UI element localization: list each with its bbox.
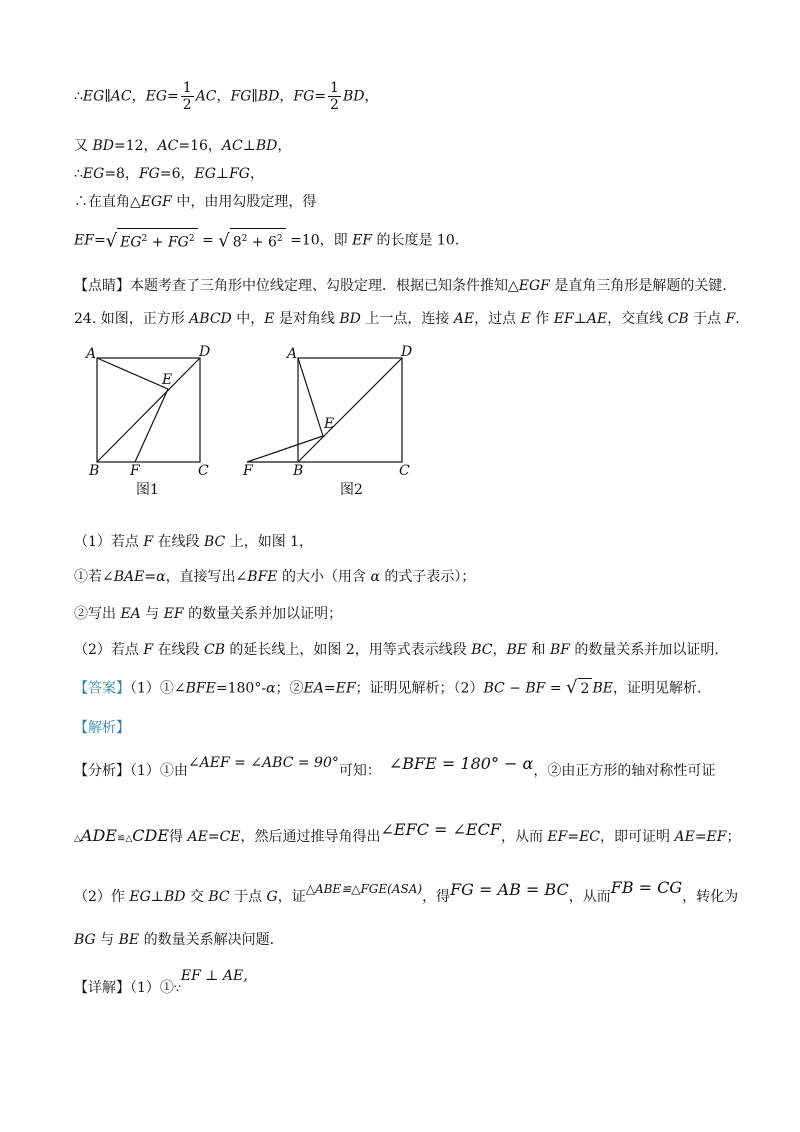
- text: E: [520, 311, 531, 327]
- text: =: [323, 680, 336, 697]
- text: BD: [255, 138, 278, 154]
- text: BC: [471, 642, 493, 658]
- label-e: E: [162, 372, 173, 388]
- text: EG: [120, 234, 142, 251]
- text: ∴在直角△: [74, 194, 141, 210]
- text: FG: [229, 166, 250, 182]
- question-2: [74, 640, 719, 660]
- denominator: 2: [182, 97, 192, 113]
- exponent: 2: [241, 234, 248, 244]
- text: BD: [257, 88, 280, 105]
- text: α: [156, 569, 166, 585]
- text: =: [197, 232, 219, 249]
- text: =: [314, 88, 327, 105]
- text: ，: [250, 166, 264, 182]
- text: EC: [579, 829, 601, 845]
- text: （2）作: [74, 889, 130, 905]
- answer-label: 【答案】: [74, 680, 130, 697]
- text: ADE: [80, 826, 117, 845]
- label-d-2: D: [401, 344, 413, 360]
- text: α: [370, 569, 380, 585]
- math-expression: ∠EFC = ∠ECF: [380, 820, 501, 839]
- text: ，: [216, 88, 231, 105]
- text: EF: [553, 311, 574, 327]
- text: 中，: [231, 311, 265, 327]
- math-expression: ∠BFE = 180° − α: [388, 754, 534, 773]
- text: AE: [674, 829, 695, 845]
- label-d: D: [199, 344, 211, 360]
- text: ⊥: [215, 166, 230, 182]
- text: ∴: [74, 166, 83, 182]
- text: =: [93, 232, 106, 249]
- text: AC: [110, 88, 132, 105]
- text: BF: [549, 642, 570, 658]
- text: EGF: [518, 278, 550, 294]
- text: =: [207, 829, 220, 845]
- label-a: A: [86, 346, 97, 362]
- math-expression: EF ⊥ AE,: [180, 968, 248, 984]
- text: 8: [232, 234, 242, 251]
- text: AE: [453, 311, 475, 327]
- math-expression: FG = AB = BC: [450, 880, 569, 899]
- answer-line: [74, 678, 701, 699]
- text: 作: [530, 311, 554, 327]
- text: 的数量关系并加以证明；: [183, 606, 343, 622]
- text: =16，: [178, 138, 222, 154]
- question-1-a: [74, 567, 475, 587]
- text: 交: [185, 889, 209, 905]
- text: 的大小（用含: [277, 569, 371, 585]
- text: BFE: [247, 569, 278, 585]
- analysis-label: 【分析】: [74, 763, 130, 779]
- text: BG: [74, 932, 96, 948]
- text: G: [266, 889, 278, 905]
- text: ，直接写出∠: [165, 569, 248, 585]
- exponent: 2: [188, 234, 195, 244]
- text: 是对角线: [274, 311, 340, 327]
- text: ⊥: [242, 138, 256, 154]
- text: 的延长线上，如图 2，用等式表示线段: [224, 642, 472, 658]
- text: ，然后通过推导角得出: [240, 829, 381, 845]
- radical-sign: √: [218, 230, 230, 252]
- text: BD: [342, 88, 365, 105]
- text: =: [567, 829, 580, 845]
- text: EG: [82, 88, 105, 105]
- label-f-2: F: [243, 463, 253, 479]
- text: ，过点: [474, 311, 521, 327]
- text: FG: [138, 166, 160, 182]
- text: EF: [163, 606, 184, 622]
- label-e-2: E: [324, 416, 335, 432]
- therefore: ∴: [74, 88, 83, 105]
- label-c-2: C: [399, 463, 410, 479]
- radicand: 2: [578, 678, 593, 699]
- text: ≌: [116, 833, 126, 844]
- text: 得: [169, 829, 188, 845]
- caption-fig1: 图1: [136, 482, 159, 498]
- text: =6，: [159, 166, 195, 182]
- text: FG: [293, 88, 315, 105]
- text: F: [143, 534, 154, 550]
- question-1: [74, 532, 313, 552]
- analysis-line-4: [74, 930, 274, 950]
- text: EF: [74, 232, 94, 249]
- text: 的数量关系解决问题.: [139, 932, 275, 948]
- text: （1）①: [130, 980, 174, 996]
- text: ；②: [275, 680, 304, 697]
- text: E: [264, 311, 275, 327]
- text: EGF: [140, 194, 172, 210]
- geometry-figures: [0, 0, 800, 520]
- figure-2-labels: [242, 344, 412, 479]
- text: 上一点，连接: [360, 311, 454, 327]
- label-f: F: [130, 463, 140, 479]
- text: CE: [219, 829, 241, 845]
- text: ∥: [251, 88, 258, 105]
- text: ，转化为: [682, 889, 739, 905]
- text: AE: [187, 829, 208, 845]
- segment-ae-2: [298, 358, 323, 436]
- text: 与: [95, 932, 119, 948]
- text: FG: [167, 234, 189, 251]
- text: EA: [303, 680, 324, 697]
- text: BC: [208, 889, 230, 905]
- text: ；: [726, 829, 741, 845]
- text: α: [266, 680, 276, 697]
- numerator: 1: [182, 80, 192, 96]
- text: ，: [364, 88, 379, 105]
- text: 又: [74, 138, 93, 154]
- text: BE: [592, 680, 613, 697]
- text: FG: [230, 88, 252, 105]
- detail-line: [74, 968, 248, 999]
- text: （1）①由: [130, 763, 188, 779]
- figure-2: [247, 358, 402, 462]
- text: △: [125, 834, 133, 844]
- text: BD: [92, 138, 114, 154]
- text: 上，如图 1，: [225, 534, 314, 550]
- text: BD: [339, 311, 361, 327]
- text: ，: [492, 642, 507, 658]
- text: △: [74, 834, 81, 844]
- text: 的数量关系并加以证明.: [569, 642, 719, 658]
- text: ，从而: [568, 889, 611, 905]
- denominator: 2: [330, 97, 339, 113]
- text: +: [147, 234, 168, 251]
- text: ，从而: [500, 829, 548, 845]
- text: ⊥: [150, 889, 164, 905]
- text: BF: [525, 680, 546, 697]
- text: BE: [118, 932, 140, 948]
- text: CB: [203, 642, 225, 658]
- text: =8，: [104, 166, 139, 182]
- text: ⊥: [573, 311, 587, 327]
- text: EG: [82, 166, 105, 182]
- text: （2）若点: [74, 642, 144, 658]
- text: 在线段: [153, 642, 204, 658]
- text: 的式子表示）；: [379, 569, 476, 585]
- text: EF: [547, 829, 568, 845]
- text: BD: [163, 889, 186, 905]
- segment-ef: [135, 389, 168, 462]
- analysis-line-1: [74, 754, 716, 781]
- dianjing-label: 【点睛】: [74, 278, 130, 294]
- text: BC: [483, 680, 505, 697]
- jiexi-label: 【解析】: [74, 720, 130, 736]
- text: EF: [335, 680, 356, 697]
- text: AC: [157, 138, 179, 154]
- text: ，: [279, 88, 294, 105]
- label-b: B: [89, 463, 100, 479]
- radical-sign: √: [105, 230, 118, 252]
- text: F: [143, 642, 154, 658]
- because-symbol: ∵: [173, 982, 181, 995]
- text: ，: [131, 88, 146, 105]
- text: ，证: [277, 889, 306, 905]
- text: =: [545, 680, 567, 697]
- diagonal-bd-2: [298, 358, 402, 462]
- text: =: [167, 88, 179, 105]
- text: AE: [586, 311, 608, 327]
- text: ，②由正方形的轴对称性可证: [533, 763, 716, 779]
- label-c: C: [198, 463, 209, 479]
- text: 是直角三角形是解题的关键．: [549, 278, 737, 294]
- text: ABCD: [189, 311, 232, 327]
- sqrt-expression: [566, 678, 592, 699]
- text: EG: [194, 166, 216, 182]
- text: 24. 如图，正方形: [74, 311, 190, 327]
- label-a-2: A: [287, 346, 298, 362]
- diagonal-bd: [97, 358, 200, 462]
- text: （1）①∠: [130, 680, 186, 697]
- text: BE: [506, 642, 528, 658]
- text: EF: [706, 829, 727, 845]
- text: =180°-: [215, 680, 267, 697]
- text: ，证明见解析.: [612, 680, 702, 697]
- jiexi-label-line: [74, 718, 130, 738]
- text: 中，由用勾股定理，得: [171, 194, 317, 210]
- text: EF: [352, 232, 373, 249]
- exponent: 2: [141, 234, 148, 244]
- text: .: [735, 311, 740, 327]
- text: + 6: [247, 234, 277, 251]
- figure-1: [97, 358, 200, 462]
- caption-fig2: 图2: [340, 482, 363, 498]
- text: =: [144, 569, 157, 585]
- text: BFE: [185, 680, 216, 697]
- text: 可知：: [338, 763, 381, 779]
- text: ②写出: [74, 606, 121, 622]
- text: =10，即: [285, 232, 353, 249]
- numerator: 1: [330, 80, 339, 96]
- analysis-line-3: [74, 878, 739, 907]
- text: 与: [140, 606, 164, 622]
- question-1-b: [74, 604, 342, 624]
- text: CDE: [132, 826, 170, 845]
- text: EG: [129, 889, 151, 905]
- exponent: 2: [276, 234, 283, 244]
- label-b-2: B: [293, 463, 304, 479]
- text: BAE: [113, 569, 145, 585]
- segment-ae: [97, 358, 168, 389]
- text: 和: [527, 642, 550, 658]
- text: =: [694, 829, 707, 845]
- analysis-line-2: [74, 820, 741, 849]
- text: 的长度是 10.: [372, 232, 460, 249]
- text: 本题考查了三角形中位线定理、勾股定理．根据已知条件推知△: [130, 278, 519, 294]
- text: ①若∠: [74, 569, 114, 585]
- math-expression: ∠AEF = ∠ABC = 90°: [187, 755, 339, 771]
- text: EA: [120, 606, 141, 622]
- text: 于点: [688, 311, 726, 327]
- text: ，: [277, 138, 292, 154]
- text: F: [725, 311, 736, 327]
- text: AC: [195, 88, 217, 105]
- text: =12，: [113, 138, 158, 154]
- text: −: [504, 680, 526, 697]
- text: EG: [145, 88, 168, 105]
- radical-sign: √: [566, 677, 578, 698]
- math-expression: FB = CG: [610, 878, 683, 897]
- math-expression: △ABE≌△FGE(ASA): [305, 882, 423, 896]
- text: ，得: [422, 889, 451, 905]
- text: 在线段: [153, 534, 204, 550]
- detail-label: 【详解】: [74, 980, 130, 996]
- text: AC: [221, 138, 243, 154]
- text: （1）若点: [74, 534, 144, 550]
- text: 于点: [229, 889, 267, 905]
- text: ，交直线: [607, 311, 668, 327]
- text: CB: [667, 311, 689, 327]
- text: BC: [203, 534, 226, 550]
- text: ；证明见解析；（2）: [355, 680, 484, 697]
- text: ，即可证明: [600, 829, 675, 845]
- text: ∥: [104, 88, 111, 105]
